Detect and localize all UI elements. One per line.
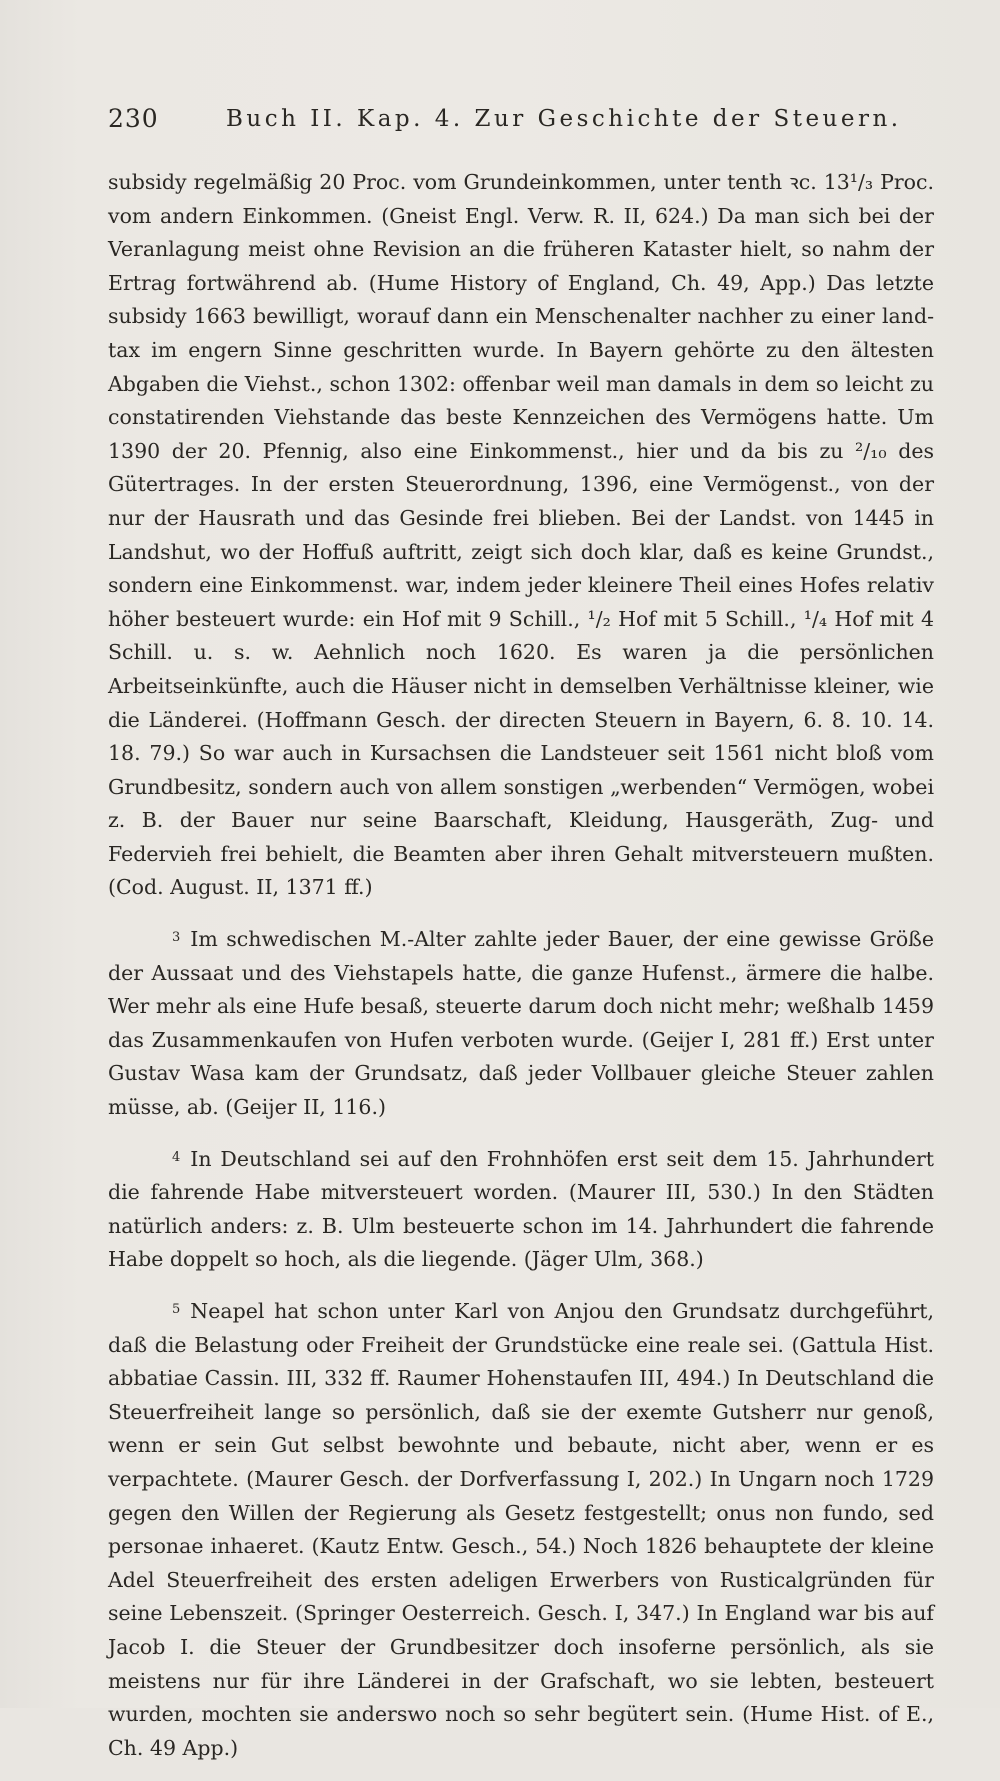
running-title: Buch II. Kap. 4. Zur Geschichte der Steuern.: [226, 106, 902, 132]
paragraph-text: Neapel hat schon unter Karl von Anjou den Grundsatz durchgeführt, daß die Belastung oder Freiheit der Grundstücke eine reale sei. (Gattula Hist. abbatiae Cassin. III, 332 ff. Raumer Hohenstaufen III, 494.) In Deutschland die Steuerfreiheit lange so persönlich, daß sie der exemte Gutsherr nur genoß, wenn er sein Gut selbst bewohnte und bebaute, nicht aber, wenn er es verpachtete. (Maurer Gesch. der Dorfverfassung I, 202.) In Ungarn noch 1729 gegen den Willen der Regierung als Gesetz festgestellt; onus non fundo, sed personae inhaeret. (Kautz Entw. Gesch., 54.) Noch 1826 behauptete der kleine Adel Steuerfreiheit des ersten adeligen Erwerbers von Rusticalgründen für seine Lebenszeit. (Springer Oesterreich. Gesch. I, 347.) In England war bis auf Jacob I. die Steuer der Grundbesitzer doch insoferne persönlich, als sie meistens nur für ihre Länderei in der Grafschaft, wo sie lebten, besteuert wurden, mochten sie anderswo noch so sehr begütert sein. (Hume Hist. of E., Ch. 49 App.): [108, 1299, 934, 1760]
footnote-marker: 3: [172, 930, 181, 946]
page-header: [108, 104, 928, 144]
footnote-marker: 4: [172, 1149, 181, 1165]
page-body: [108, 166, 934, 1781]
footnote-marker: 5: [172, 1302, 181, 1317]
paragraph-text: In Deutschland sei auf den Frohnhöfen erst seit dem 15. Jahrhundert die fahrende Habe mitversteuert worden. (Maurer III, 530.) In den Städten natürlich anders: z. B. Ulm besteuerte schon im 14. Jahrhundert die fahrende Habe doppelt so hoch, als die liegende. (Jäger Ulm, 368.): [108, 1146, 934, 1272]
footnote-3: [108, 921, 934, 1125]
footnote-continuation: [108, 166, 934, 905]
footnote-4: [108, 1141, 934, 1277]
footnote-5: [108, 1293, 934, 1765]
paragraph-text: Im schwedischen M.-Alter zahlte jeder Bauer, der eine gewisse Größe der Aussaat und des Viehstapels hatte, die ganze Hufenst., ärmere die halbe. Wer mehr als eine Hufe besaß, steuerte darum doch nicht mehr; weßhalb 1459 das Zusammenkaufen von Hufen verboten wurde. (Geijer I, 281 ff.) Erst unter Gustav Wasa kam der Grundsatz, daß jeder Vollbauer gleiche Steuer zahlen müsse, ab. (Geijer II, 116.): [108, 927, 934, 1120]
paragraph-text: subsidy regelmäßig 20 Proc. vom Grundeinkommen, unter tenth ꝛc. 13¹/₃ Proc. vom andern Einkommen. (Gneist Engl. Verw. R. II, 624.) Da man sich bei der Veranlagung meist ohne Revision an die früheren Kataster hielt, so nahm der Ertrag fortwährend ab. (Hume History of England, Ch. 49, App.) Das letzte subsidy 1663 bewilligt, worauf dann ein Menschenalter nachher zu einer land-tax im engern Sinne geschritten wurde. In Bayern gehörte zu den ältesten Abgaben die Viehst., schon 1302: offenbar weil man damals in dem so leicht zu constatirenden Viehstande das beste Kennzeichen des Vermögens hatte. Um 1390 der 20. Pfennig, also eine Einkommenst., hier und da bis zu ²/₁₀ des Gütertrages. In der ersten Steuerordnung, 1396, eine Vermögenst., von der nur der Hausrath und das Gesinde frei blieben. Bei der Landst. von 1445 in Landshut, wo der Hoffuß auftritt, zeigt sich doch klar, daß es keine Grundst., sondern eine Einkommenst. war, indem jeder kleinere Theil eines Hofes relativ höher besteuert wurde: ein Hof mit 9 Schill., ¹/₂ Hof mit 5 Schill., ¹/₄ Hof mit 4 Schill. u. s. w. Aehnlich noch 1620. Es waren ja die persönlichen Arbeitseinkünfte, auch die Häuser nicht in demselben Verhältnisse kleiner, wie die Länderei. (Hoffmann Gesch. der directen Steuern in Bayern, 6. 8. 10. 14. 18. 79.) So war auch in Kursachsen die Landsteuer seit 1561 nicht bloß vom Grundbesitz, sondern auch von allem sonstigen „werbenden“ Vermögen, wobei z. B. der Bauer nur seine Baarschaft, Kleidung, Hausgeräth, Zug- und Federvieh frei behielt, die Beamten aber ihren Gehalt mitversteuern mußten. (Cod. August. II, 1371 ff.): [108, 170, 934, 900]
page-number: 230: [108, 104, 159, 133]
